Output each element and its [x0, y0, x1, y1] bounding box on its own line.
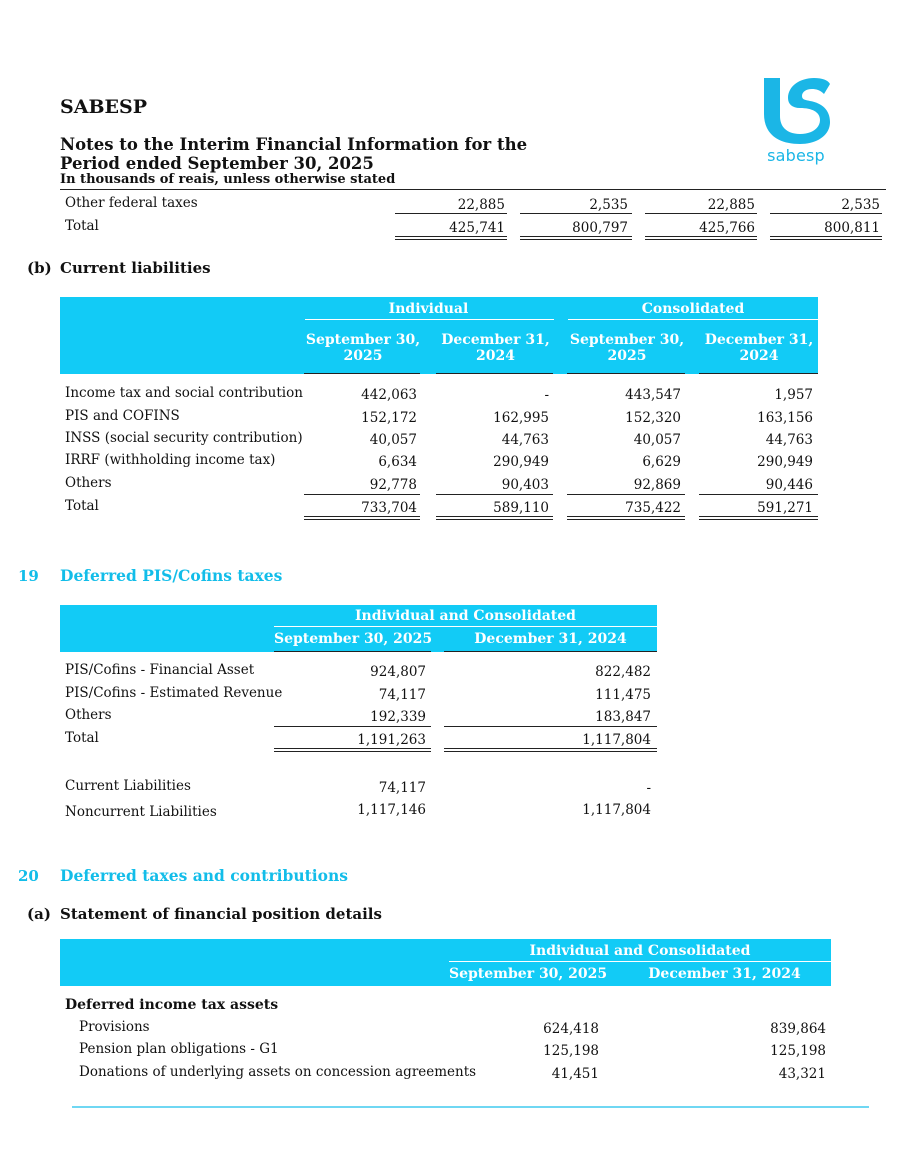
col-line1: December 31,	[441, 332, 550, 348]
cell: -	[646, 780, 651, 796]
table-b-header	[60, 297, 818, 374]
header-divider	[449, 961, 831, 962]
double-underline	[304, 516, 420, 520]
cell: 589,110	[493, 500, 549, 516]
double-underline	[395, 236, 507, 240]
section-20-number: 20	[18, 867, 39, 885]
header-rule	[60, 189, 886, 190]
col-line1: December 31,	[704, 332, 814, 348]
cell: -	[544, 387, 549, 403]
group-label: Individual and Consolidated	[355, 608, 576, 624]
table-row-label: Current Liabilities	[65, 778, 191, 794]
section-b-marker: (b)	[27, 259, 52, 277]
column-header: September 30, 2025	[274, 631, 433, 647]
cell: 92,778	[369, 477, 417, 493]
header-divider	[568, 319, 818, 320]
cell: 152,320	[625, 410, 681, 426]
column-header	[305, 332, 421, 364]
cell: 442,063	[361, 387, 417, 403]
cell: 22,885	[707, 197, 755, 213]
cell: 92,869	[633, 477, 681, 493]
cell: 2,535	[589, 197, 628, 213]
cell: 2,535	[841, 197, 880, 213]
table-row-label: PIS/Cofins - Estimated Revenue	[65, 685, 283, 701]
company-name: SABESP	[60, 96, 148, 118]
cell: 591,271	[757, 500, 813, 516]
cell: 6,629	[642, 454, 681, 470]
cell: 443,547	[625, 387, 681, 403]
group-consolidated: Consolidated	[641, 301, 745, 317]
section-b-title: Current liabilities	[60, 259, 211, 277]
cell: 43,321	[778, 1066, 826, 1082]
table-row-label: Pension plan obligations - G1	[79, 1041, 279, 1057]
table-row-label: Others	[65, 475, 112, 491]
cell: 44,763	[501, 432, 549, 448]
sabesp-logo	[760, 76, 832, 165]
table-row-label: Others	[65, 707, 112, 723]
table-19-header	[60, 605, 657, 652]
double-underline	[436, 516, 553, 520]
table-20-header	[60, 939, 831, 986]
section-19-number: 19	[18, 567, 39, 585]
underline	[304, 494, 420, 495]
cell: 1,117,146	[357, 802, 426, 818]
table-row-label: PIS/Cofins - Financial Asset	[65, 662, 255, 678]
underline	[645, 213, 757, 214]
col-underline	[699, 373, 818, 374]
cell: 290,949	[493, 454, 549, 470]
section-19-title: Deferred PIS/Cofins taxes	[60, 566, 283, 585]
cell: 163,156	[757, 410, 813, 426]
underline	[699, 494, 818, 495]
cell: 1,117,804	[582, 802, 651, 818]
col-underline	[304, 373, 420, 374]
cell: 74,117	[378, 687, 426, 703]
double-underline	[699, 516, 818, 520]
table-row-label: Donations of underlying assets on concession agreements	[79, 1064, 477, 1080]
double-underline	[645, 236, 757, 240]
footer-rule	[72, 1106, 869, 1108]
cell: 183,847	[595, 709, 651, 725]
cell: 800,797	[572, 220, 628, 236]
column-header: December 31, 2024	[474, 631, 627, 647]
page-subtitle: In thousands of reais, unless otherwise stated	[60, 172, 396, 187]
cell: 733,704	[361, 500, 417, 516]
double-underline	[770, 236, 882, 240]
section-20a-title: Statement of financial position details	[60, 905, 382, 923]
group-label: Individual and Consolidated	[529, 943, 751, 959]
cell: 800,811	[824, 220, 880, 236]
section-20a-marker: (a)	[27, 905, 51, 923]
col-line1: September 30,	[305, 332, 421, 348]
page-title-line-2: Period ended September 30, 2025	[60, 154, 374, 173]
cell: 924,807	[370, 664, 426, 680]
col-underline	[444, 651, 657, 652]
cell: 735,422	[625, 500, 681, 516]
cell: 1,957	[774, 387, 813, 403]
underline	[567, 494, 685, 495]
cell: 6,634	[378, 454, 417, 470]
underline	[274, 726, 431, 727]
row-label-other-federal-taxes: Other federal taxes	[65, 195, 198, 211]
sabesp-logo-icon	[760, 76, 832, 146]
cell: 822,482	[595, 664, 651, 680]
cell: 192,339	[370, 709, 426, 725]
table-row-label: IRRF (withholding income tax)	[65, 452, 276, 468]
table-row-label: Total	[65, 730, 99, 746]
cell: 22,885	[457, 197, 505, 213]
underline	[520, 213, 632, 214]
column-header	[437, 332, 554, 364]
column-header	[700, 332, 818, 364]
cell: 425,741	[449, 220, 505, 236]
underline	[770, 213, 882, 214]
cell: 41,451	[551, 1066, 599, 1082]
double-underline	[274, 748, 431, 752]
col-underline	[567, 373, 685, 374]
table-row-label: Noncurrent Liabilities	[65, 804, 217, 820]
cell: 1,117,804	[582, 732, 651, 748]
double-underline	[444, 748, 657, 752]
cell: 40,057	[369, 432, 417, 448]
double-underline	[567, 516, 685, 520]
logo-wordmark: sabesp	[767, 146, 825, 165]
cell: 425,766	[699, 220, 755, 236]
cell: 290,949	[757, 454, 813, 470]
cell: 839,864	[770, 1021, 826, 1037]
col-line2: 2025	[607, 348, 647, 364]
underline	[444, 726, 657, 727]
column-header: September 30, 2025	[449, 966, 608, 982]
table-row-label: Income tax and social contribution	[65, 385, 303, 401]
underline	[395, 213, 507, 214]
col-line2: 2024	[476, 348, 515, 364]
cell: 125,198	[543, 1043, 599, 1059]
page-title-line-1: Notes to the Interim Financial Information for the	[60, 135, 528, 154]
cell: 152,172	[361, 410, 417, 426]
column-header: December 31, 2024	[648, 966, 801, 982]
underline	[436, 494, 553, 495]
double-underline	[520, 236, 632, 240]
table-row-label: Provisions	[79, 1019, 150, 1035]
section-20-title: Deferred taxes and contributions	[60, 866, 348, 885]
cell: 1,191,263	[357, 732, 426, 748]
table-row-label: INSS (social security contribution)	[65, 430, 303, 446]
cell: 40,057	[633, 432, 681, 448]
col-line2: 2024	[739, 348, 779, 364]
cell: 44,763	[765, 432, 813, 448]
cell: 90,403	[501, 477, 549, 493]
cell: 74,117	[378, 780, 426, 796]
row-label-total: Total	[65, 218, 99, 234]
table-row-label: PIS and COFINS	[65, 408, 180, 424]
cell: 162,995	[493, 410, 549, 426]
cell: 90,446	[765, 477, 813, 493]
column-header	[568, 332, 686, 364]
col-underline	[436, 373, 553, 374]
header-divider	[274, 626, 657, 627]
col-line1: September 30,	[569, 332, 685, 348]
cell: 624,418	[543, 1021, 599, 1037]
cell: 111,475	[595, 687, 651, 703]
col-underline	[274, 651, 431, 652]
table-row-label: Total	[65, 498, 99, 514]
header-divider	[305, 319, 554, 320]
col-line2: 2025	[343, 348, 383, 364]
group-label-deferred-income-tax-assets: Deferred income tax assets	[65, 997, 279, 1013]
group-individual: Individual	[388, 301, 469, 317]
cell: 125,198	[770, 1043, 826, 1059]
